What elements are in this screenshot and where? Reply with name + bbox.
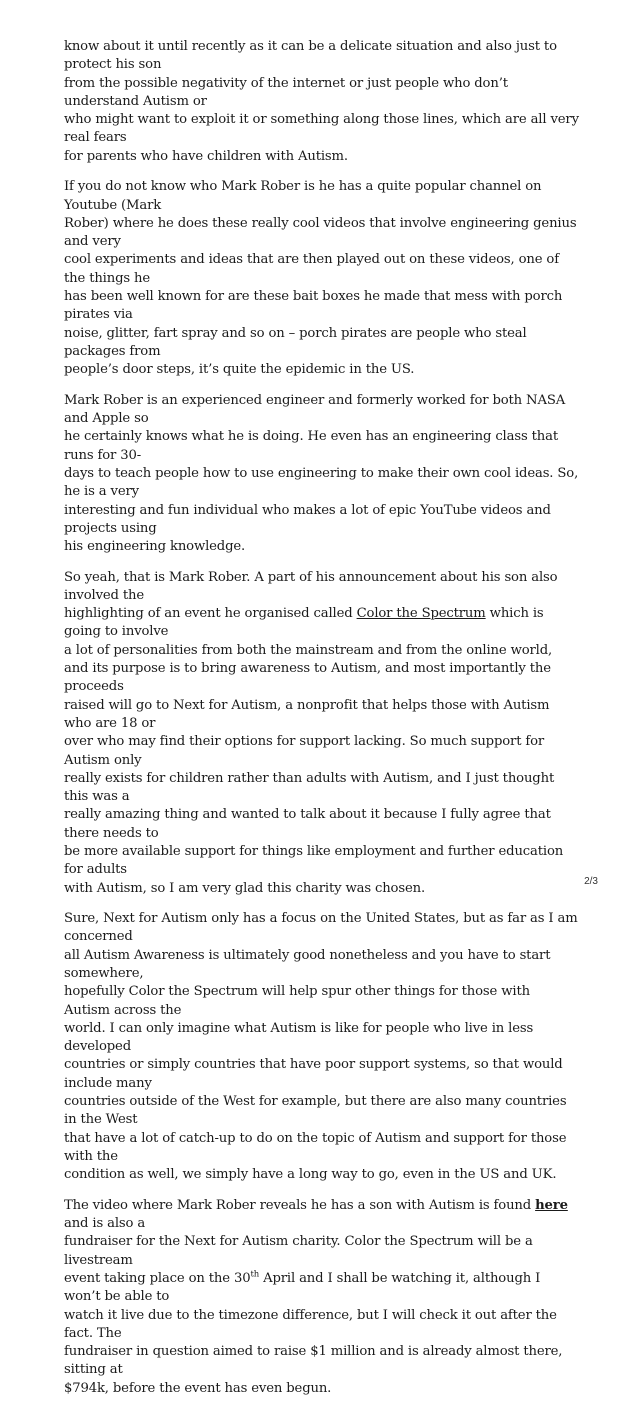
text-line: $794k, before the event has even begun. (64, 1380, 332, 1396)
text-line: from the possible negativity of the internet or just people who don’t understand Autism or (64, 75, 508, 109)
text-line: be more available support for things like employment and further education for adults (64, 844, 564, 878)
paragraph-5 (64, 910, 579, 1184)
text-fragment: highlighting of an event he organised called (64, 606, 357, 622)
text-fragment: April and I shall be watching it, although I won’t be able to (64, 1270, 541, 1305)
text-line: cool experiments and ideas that are then played out on these videos, one of the things he (64, 252, 559, 286)
text-fragment: The video where Mark Rober reveals he has a son with Autism is found (64, 1197, 536, 1213)
document-body (64, 38, 579, 1410)
paragraph-3 (64, 392, 579, 557)
page-number: 2/3 (584, 876, 598, 887)
text-line: fundraiser in question aimed to raise $1 million and is already almost there, sitting at (64, 1344, 563, 1378)
video-here-link[interactable]: here (535, 1197, 568, 1213)
text-line: all Autism Awareness is ultimately good nonetheless and you have to start somewhere, (64, 947, 551, 981)
text-line: he certainly knows what he is doing. He even has an engineering class that runs for 30- (64, 429, 558, 463)
paragraph-2 (64, 178, 579, 379)
text-line: who might want to exploit it or something along those lines, which are all very real fears (64, 112, 579, 146)
text-line: countries or simply countries that have poor support systems, so that would include many (64, 1057, 563, 1091)
text-line: really exists for children rather than adults with Autism, and I just thought this was a (64, 770, 555, 805)
text-line: his engineering knowledge. (64, 539, 246, 555)
text-line: know about it until recently as it can be a delicate situation and also just to protect his son (64, 39, 557, 73)
text-line: Sure, Next for Autism only has a focus on the United States, but as far as I am concerned (64, 911, 578, 945)
paragraph-6 (64, 1197, 579, 1398)
text-line: watch it live due to the timezone difference, but I will check it out after the fact. The (64, 1307, 557, 1341)
text-line: condition as well, we simply have a long way to go, even in the US and UK. (64, 1167, 557, 1183)
text-fragment: and is also a (64, 1216, 146, 1232)
text-line: raised will go to Next for Autism, a nonprofit that helps those with Autism who are 18 or (64, 697, 550, 731)
text-line: that have a lot of catch-up to do on the topic of Autism and support for those with the (64, 1130, 567, 1164)
color-the-spectrum-link[interactable]: Color the Spectrum (356, 606, 486, 622)
text-line: interesting and fun individual who makes a lot of epic YouTube videos and projects using (64, 502, 551, 536)
text-line: people’s door steps, it’s quite the epidemic in the US. (64, 362, 415, 378)
paragraph-1 (64, 38, 579, 166)
text-line: a lot of personalities from both the mainstream and from the online world, (64, 642, 553, 658)
text-line: really amazing thing and wanted to talk about it because I fully agree that there needs to (64, 807, 551, 841)
paragraph-4 (64, 569, 579, 898)
text-line: noise, glitter, fart spray and so on – porch pirates are people who steal packages from (64, 325, 527, 359)
text-fragment: which is going to involve (64, 606, 544, 640)
text-line: Rober) where he does these really cool videos that involve engineering genius and very (64, 215, 577, 250)
text-line: If you do not know who Mark Rober is he has a quite popular channel on Youtube (Mark (64, 179, 542, 213)
text-line: has been well known for are these bait boxes he made that mess with porch pirates via (64, 289, 563, 323)
text-line: fundraiser for the Next for Autism charity. Color the Spectrum will be a livestream (64, 1234, 533, 1268)
text-line: Mark Rober is an experienced engineer and formerly worked for both NASA and Apple so (64, 392, 566, 427)
text-line: over who may find their options for support lacking. So much support for Autism only (64, 734, 545, 768)
text-line: with Autism, so I am very glad this charity was chosen. (64, 880, 426, 896)
text-line: So yeah, that is Mark Rober. A part of his announcement about his son also involved the (64, 569, 558, 603)
text-fragment: event taking place on the 30 (64, 1270, 251, 1286)
text-line: countries outside of the West for example, but there are also many countries in the West (64, 1094, 567, 1128)
text-line: days to teach people how to use engineering to make their own cool ideas. So, he is a very (64, 465, 579, 500)
ordinal-suffix: th (250, 1269, 260, 1280)
text-line: world. I can only imagine what Autism is like for people who live in less developed (64, 1020, 534, 1055)
text-line: and its purpose is to bring awareness to Autism, and most importantly the proceeds (64, 661, 551, 695)
text-line: hopefully Color the Spectrum will help spur other things for those with Autism across the (64, 984, 530, 1018)
text-line: for parents who have children with Autism. (64, 148, 348, 164)
